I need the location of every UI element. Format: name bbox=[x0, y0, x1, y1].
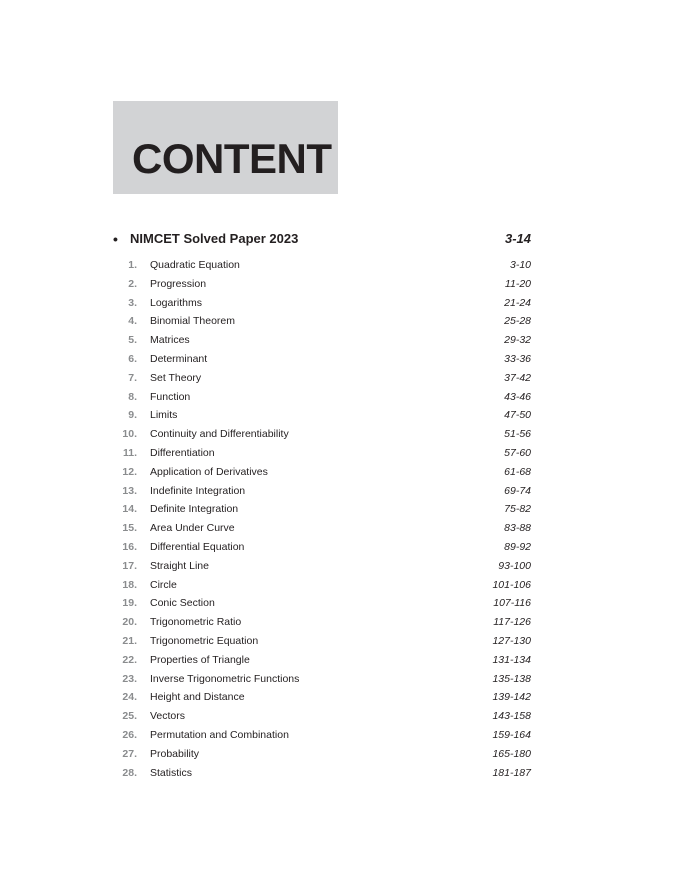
toc-entry-page-range: 101-106 bbox=[492, 578, 531, 591]
toc-entry-number: 19. bbox=[122, 597, 137, 610]
toc-entry-number: 27. bbox=[122, 747, 137, 760]
toc-entry-title: Trigonometric Equation bbox=[150, 634, 259, 647]
toc-entry bbox=[113, 425, 531, 444]
toc-entry-title: Logarithms bbox=[150, 296, 202, 309]
toc-entry bbox=[113, 500, 531, 519]
toc-entry-number: 15. bbox=[122, 522, 137, 535]
toc-entry-page-range: 57-60 bbox=[504, 446, 531, 459]
toc-entry-page-range: 93-100 bbox=[498, 559, 531, 572]
toc-entry bbox=[113, 594, 531, 613]
toc-entry-page-range: 165-180 bbox=[492, 747, 531, 760]
section-page-range: 3-14 bbox=[504, 231, 531, 246]
toc-entry-page-range: 131-134 bbox=[492, 653, 531, 666]
toc-entry-number: 6. bbox=[128, 352, 137, 365]
heading-block bbox=[113, 101, 338, 194]
section-title: NIMCET Solved Paper 2023 bbox=[130, 231, 299, 246]
toc-entry-title: Inverse Trigonometric Functions bbox=[150, 672, 300, 685]
toc-entry-title: Area Under Curve bbox=[150, 522, 235, 535]
toc-entry-page-range: 51-56 bbox=[504, 428, 531, 441]
toc-entry-title: Quadratic Equation bbox=[150, 259, 240, 271]
toc-entry-page-range: 117-126 bbox=[493, 616, 531, 629]
toc-entry-page-range: 29-32 bbox=[504, 334, 531, 347]
toc-entry-number: 26. bbox=[122, 728, 137, 741]
toc-entry-title: Indefinite Integration bbox=[150, 484, 246, 497]
toc-entry-title: Straight Line bbox=[150, 559, 209, 572]
toc-entry-number: 17. bbox=[122, 559, 137, 572]
bullet-marker: • bbox=[113, 231, 118, 247]
toc-entry bbox=[113, 482, 531, 501]
toc-entry-page-range: 107-116 bbox=[493, 597, 531, 610]
toc-entry-title: Differential Equation bbox=[150, 540, 245, 553]
toc-entry-number: 20. bbox=[122, 616, 137, 629]
toc-entry-title: Limits bbox=[150, 409, 178, 422]
toc-entry-page-range: 75-82 bbox=[504, 503, 531, 516]
toc-entry-number: 3. bbox=[128, 296, 137, 309]
toc-entry-title: Application of Derivatives bbox=[150, 465, 268, 478]
toc-entry bbox=[113, 275, 531, 294]
toc-entry-number: 23. bbox=[122, 672, 137, 685]
toc-entry-number: 25. bbox=[122, 710, 137, 723]
toc-entry-number: 13. bbox=[122, 484, 137, 497]
toc-entry bbox=[113, 406, 531, 425]
toc-entry-number: 14. bbox=[122, 503, 137, 516]
toc-entry-title: Trigonometric Ratio bbox=[150, 616, 242, 629]
toc-entry bbox=[113, 519, 531, 538]
toc-entry bbox=[113, 444, 531, 463]
toc-entry-page-range: 47-50 bbox=[504, 409, 531, 422]
toc-entry-number: 24. bbox=[122, 691, 137, 704]
toc-entry-title: Determinant bbox=[150, 352, 208, 365]
toc-entry-title: Permutation and Combination bbox=[150, 728, 289, 741]
toc-entry-number: 16. bbox=[122, 540, 137, 553]
toc-list bbox=[113, 256, 531, 782]
toc-entry-number: 1. bbox=[128, 259, 137, 271]
toc-entry-title: Properties of Triangle bbox=[150, 653, 250, 666]
toc-entry-page-range: 25-28 bbox=[504, 315, 531, 328]
toc-entry-number: 4. bbox=[128, 315, 137, 328]
toc-entry-title: Continuity and Differentiability bbox=[150, 428, 289, 441]
toc-entry-number: 5. bbox=[128, 334, 137, 347]
toc-entry-page-range: 143-158 bbox=[492, 710, 531, 723]
toc-entry bbox=[113, 538, 531, 557]
toc-entry-page-range: 159-164 bbox=[492, 728, 531, 741]
toc-entry-number: 10. bbox=[122, 428, 137, 441]
toc-entry bbox=[113, 613, 531, 632]
toc-entry-title: Progression bbox=[150, 277, 207, 290]
toc-entry-number: 28. bbox=[122, 766, 137, 779]
toc-entry-page-range: 33-36 bbox=[504, 352, 531, 365]
toc-entry bbox=[113, 463, 531, 482]
toc-entry bbox=[113, 726, 531, 745]
toc-entry-page-range: 139-142 bbox=[492, 691, 531, 704]
toc-entry-number: 2. bbox=[128, 277, 137, 290]
toc-entry-title: Statistics bbox=[150, 766, 193, 779]
toc-entry-title: Definite Integration bbox=[150, 503, 239, 516]
toc-entry bbox=[113, 670, 531, 689]
toc-entry bbox=[113, 369, 531, 388]
toc-entry bbox=[113, 350, 531, 369]
toc-entry bbox=[113, 707, 531, 726]
toc-entry-title: Matrices bbox=[150, 334, 190, 347]
page-title: CONTENT bbox=[132, 135, 332, 182]
toc-entry-number: 7. bbox=[128, 371, 137, 384]
toc-entry-number: 11. bbox=[122, 446, 137, 459]
toc-entry-number: 18. bbox=[122, 578, 137, 591]
toc-entry-page-range: 3-10 bbox=[509, 259, 531, 271]
toc-entry bbox=[113, 764, 531, 783]
toc-entry-number: 8. bbox=[128, 390, 137, 403]
toc-entry-title: Circle bbox=[150, 578, 177, 591]
toc-entry bbox=[113, 632, 531, 651]
toc-entry-page-range: 181-187 bbox=[492, 766, 531, 779]
toc-entry-number: 22. bbox=[122, 653, 137, 666]
toc-entry-page-range: 43-46 bbox=[504, 390, 531, 403]
section-header bbox=[113, 230, 531, 248]
toc-entry-page-range: 89-92 bbox=[504, 540, 531, 553]
toc-entry-title: Set Theory bbox=[150, 371, 202, 384]
toc-entry-page-range: 61-68 bbox=[504, 465, 531, 478]
toc-entry bbox=[113, 557, 531, 576]
toc-entry bbox=[113, 388, 531, 407]
toc-entry-page-range: 21-24 bbox=[504, 296, 531, 309]
toc-entry-page-range: 11-20 bbox=[504, 277, 531, 290]
toc-entry-number: 12. bbox=[122, 465, 137, 478]
toc-entry-number: 9. bbox=[128, 409, 137, 422]
toc-entry-title: Height and Distance bbox=[150, 691, 245, 704]
toc-entry bbox=[113, 745, 531, 764]
toc-entry-page-range: 83-88 bbox=[504, 522, 531, 535]
toc-entry-title: Binomial Theorem bbox=[150, 315, 236, 328]
toc-entry-page-range: 37-42 bbox=[504, 371, 531, 384]
toc-entry-page-range: 135-138 bbox=[492, 672, 531, 685]
toc-entry-number: 21. bbox=[122, 634, 137, 647]
toc-entry bbox=[113, 294, 531, 313]
toc-entry bbox=[113, 576, 531, 595]
toc-entry bbox=[113, 312, 531, 331]
toc-entry-title: Probability bbox=[150, 747, 200, 760]
toc-entry bbox=[113, 688, 531, 707]
toc-entry-page-range: 69-74 bbox=[504, 484, 531, 497]
toc-entry bbox=[113, 651, 531, 670]
toc-entry bbox=[113, 331, 531, 350]
toc-entry bbox=[113, 256, 531, 275]
toc-entry-page-range: 127-130 bbox=[492, 634, 531, 647]
toc-entry-title: Function bbox=[150, 390, 191, 403]
toc-entry-title: Differentiation bbox=[150, 446, 215, 459]
toc-entry-title: Vectors bbox=[150, 710, 186, 723]
toc-entry-title: Conic Section bbox=[150, 597, 215, 610]
